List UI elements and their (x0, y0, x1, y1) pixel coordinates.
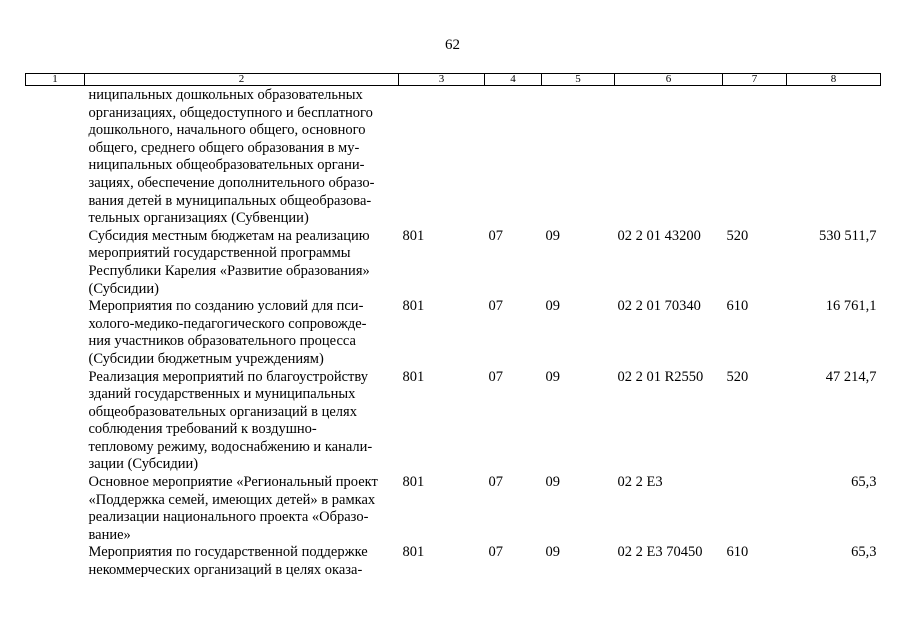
subsection-cell (542, 86, 615, 228)
table-body (26, 86, 881, 580)
header-col-4: 4 (485, 74, 542, 86)
table-row (26, 474, 881, 544)
row-name-line: холого-медико-педагогического сопровожде- (88, 315, 367, 332)
amount-cell: 530 511,7 (819, 227, 877, 244)
row-name-line: зации (Субсидии) (88, 456, 199, 473)
row-name-line: вание» (88, 526, 131, 543)
table-row (26, 86, 881, 228)
row-name-line: общеобразовательных организаций в целях (88, 403, 357, 420)
row-name-line: (Субсидии бюджетным учреждениям) (88, 350, 324, 367)
row-name-line: Основное мероприятие «Региональный проект (88, 474, 378, 491)
section-cell: 07 (488, 544, 503, 561)
budget-table (25, 73, 881, 580)
row-name-line: Республики Карелия «Развитие образования» (88, 262, 370, 279)
row-name-line: Мероприятия по созданию условий для пси- (88, 298, 364, 315)
row-number-cell (26, 474, 85, 544)
amount-cell: 65,3 (851, 544, 877, 561)
row-name-line: (Субсидии) (88, 280, 159, 297)
table-row (26, 369, 881, 475)
target-code-cell: 02 2 01 70340 (617, 298, 701, 315)
row-name-cell (85, 544, 399, 579)
subsection-cell: 09 (545, 368, 560, 385)
expense-type-cell: 610 (726, 544, 749, 561)
expense-type-cell: 520 (726, 227, 749, 244)
row-name-cell (85, 86, 399, 228)
section-cell: 07 (488, 368, 503, 385)
subsection-cell: 09 (545, 298, 560, 315)
expense-type-cell: 520 (726, 368, 749, 385)
row-name-line: дошкольного, начального общего, основного (88, 122, 366, 139)
row-name-line: общего, среднего общего образования в му- (88, 139, 360, 156)
header-col-7: 7 (723, 74, 787, 86)
section-cell: 07 (488, 227, 503, 244)
header-col-8: 8 (787, 74, 881, 86)
row-name-cell (85, 298, 399, 368)
row-name-cell (85, 369, 399, 475)
table-header (26, 74, 881, 86)
row-name-line: «Поддержка семей, имеющих детей» в рамках (88, 491, 376, 508)
amount-cell (787, 86, 881, 228)
table-row (26, 228, 881, 298)
row-name-line: некоммерческих организаций в целях оказа- (88, 562, 363, 579)
row-name-line: ниципальных дошкольных образовательных (88, 87, 363, 103)
header-col-6: 6 (615, 74, 723, 86)
amount-cell: 47 214,7 (825, 368, 877, 385)
row-number-cell (26, 369, 85, 475)
row-name-line: реализации национального проекта «Образо- (88, 509, 369, 526)
row-name-line: Субсидия местным бюджетам на реализацию (88, 227, 370, 244)
grbs-cell (399, 86, 485, 228)
row-name-line: зданий государственных и муниципальных (88, 386, 356, 403)
header-row (26, 74, 881, 86)
subsection-cell: 09 (545, 474, 560, 491)
header-col-2: 2 (85, 74, 399, 86)
row-name-line: тепловому режиму, водоснабжению и канали- (88, 438, 373, 455)
row-number-cell (26, 86, 85, 228)
grbs-cell: 801 (402, 544, 425, 561)
row-name-line: организациях, общедоступного и бесплатного (88, 104, 373, 121)
row-name-line: ниципальных общеобразовательных органи- (88, 157, 365, 174)
page-number: 62 (445, 37, 460, 53)
row-name-line: зациях, обеспечение дополнительного образо- (88, 174, 375, 191)
row-name-cell (85, 228, 399, 298)
header-col-5: 5 (542, 74, 615, 86)
grbs-cell: 801 (402, 474, 425, 491)
target-code-cell: 02 2 01 43200 (617, 227, 701, 244)
subsection-cell: 09 (545, 544, 560, 561)
header-col-3: 3 (399, 74, 485, 86)
subsection-cell: 09 (545, 227, 560, 244)
table-row (26, 544, 881, 579)
header-col-1: 1 (26, 74, 85, 86)
amount-cell: 65,3 (851, 474, 877, 491)
amount-cell: 16 761,1 (825, 298, 877, 315)
target-code-cell (615, 86, 723, 228)
row-name-line: Мероприятия по государственной поддержке (88, 544, 368, 561)
section-cell: 07 (488, 474, 503, 491)
expense-type-cell: 610 (726, 298, 749, 315)
row-name-line: вания детей в муниципальных общеобразова- (88, 192, 372, 209)
grbs-cell: 801 (402, 368, 425, 385)
table-row (26, 298, 881, 368)
grbs-cell: 801 (402, 298, 425, 315)
row-name-line: соблюдения требований к воздушно- (88, 421, 317, 438)
row-number-cell (26, 544, 85, 579)
row-name-cell (85, 474, 399, 544)
expense-type-cell (723, 86, 787, 228)
row-name-line: ния участников образовательного процесса (88, 333, 356, 350)
row-name-line: тельных организациях (Субвенции) (88, 210, 309, 227)
section-cell: 07 (488, 298, 503, 315)
expense-type-cell (723, 474, 787, 544)
target-code-cell: 02 2 01 R2550 (617, 368, 704, 385)
target-code-cell: 02 2 E3 (617, 474, 663, 491)
row-number-cell (26, 228, 85, 298)
row-name-line: мероприятий государственной программы (88, 245, 351, 262)
section-cell (485, 86, 542, 228)
row-number-cell (26, 298, 85, 368)
grbs-cell: 801 (402, 227, 425, 244)
row-name-line: Реализация мероприятий по благоустройству (88, 368, 368, 385)
target-code-cell: 02 2 E3 70450 (617, 544, 703, 561)
